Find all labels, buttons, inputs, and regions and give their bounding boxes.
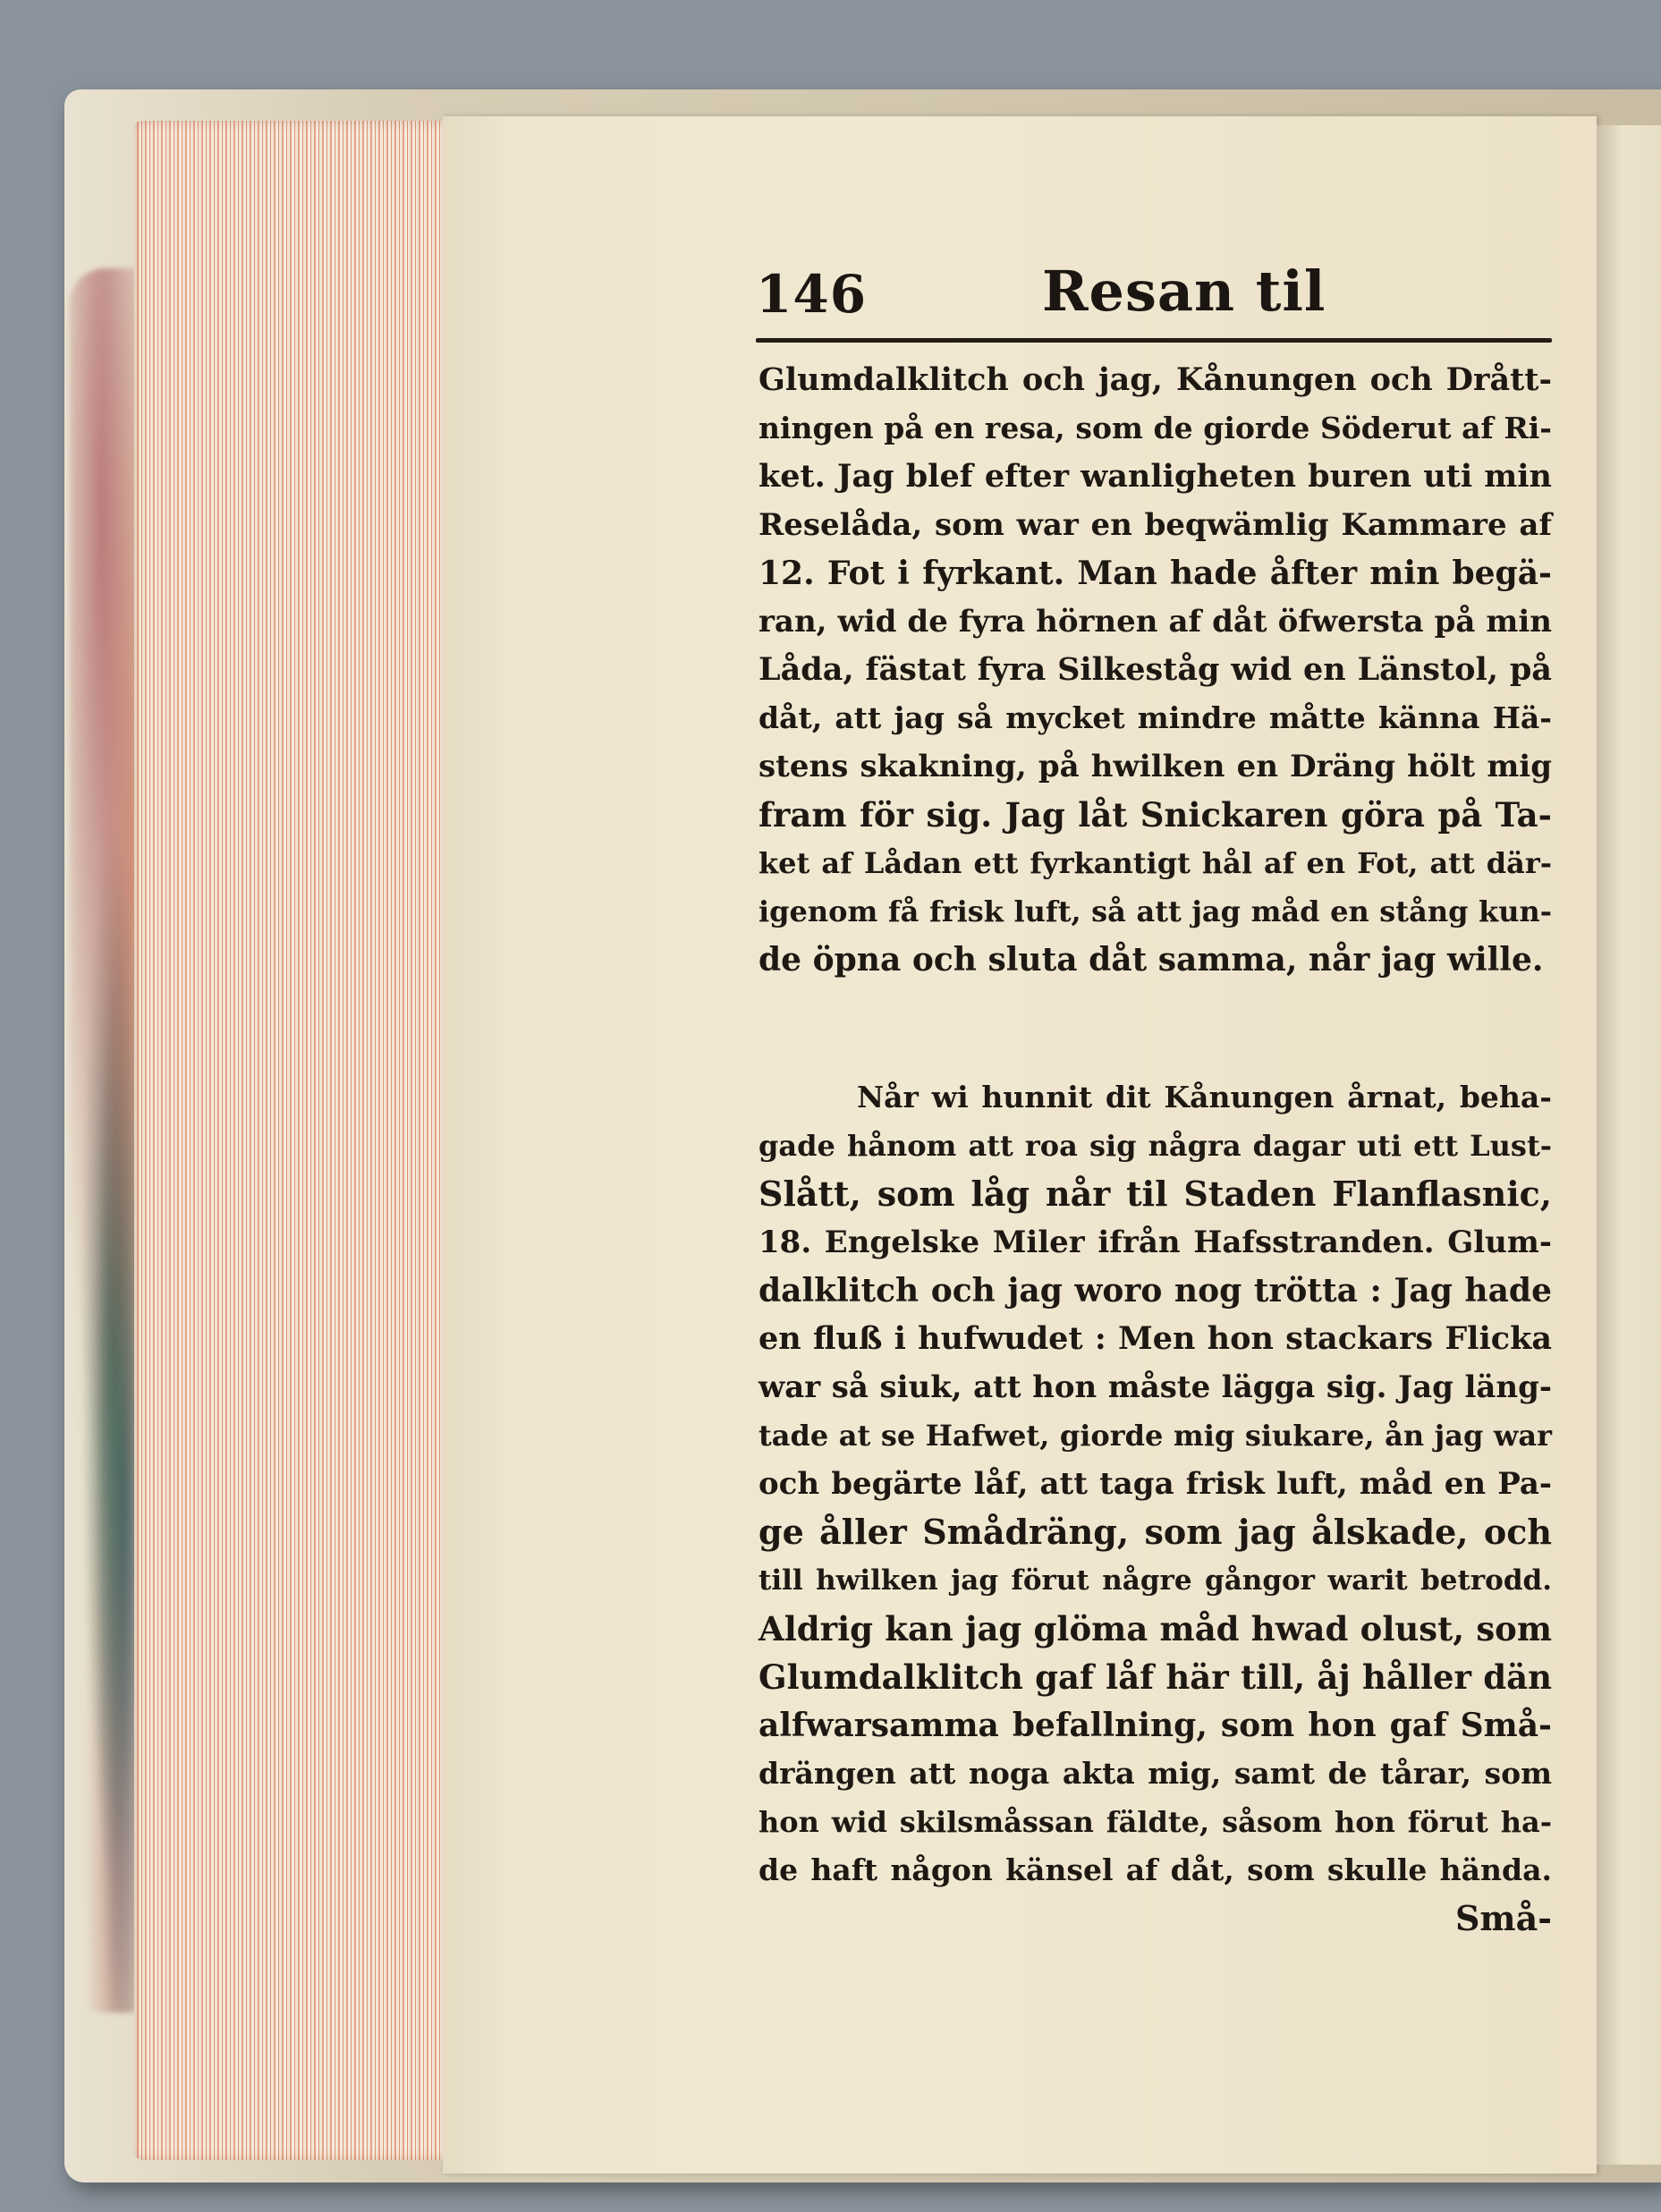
text-line: tade at se Hafwet, giorde mig siukare, ån jag war	[758, 1419, 1552, 1453]
text-line: Reselåda, som war en beqwämlig Kammare af	[758, 507, 1552, 543]
page-edges	[134, 121, 456, 2160]
text-line: Når wi hunnit dit Kånungen årnat, beha-	[857, 1080, 1552, 1114]
text-line: de öpna och sluta dåt samma, når jag wille.	[758, 941, 1544, 979]
text-line: en fluß i hufwudet : Men hon stackars Flicka	[758, 1320, 1552, 1357]
text-line: gade hånom att roa sig några dagar uti ett Lust-	[758, 1129, 1552, 1163]
text-line: och begärte låf, att taga frisk luft, måd en Pa-	[758, 1466, 1552, 1502]
text-line: till hwilken jag förut någre gångor warit betrodd.	[758, 1564, 1552, 1597]
text-line: 12. Fot i fyrkant. Man hade åfter min begä-	[758, 555, 1552, 592]
text-line: hon wid skilsmåssan fäldte, såsom hon förut ha-	[758, 1805, 1552, 1839]
text-line: Låda, fästat fyra Silkeståg wid en Länstol, på	[758, 651, 1552, 688]
text-line: war så siuk, att hon måste lägga sig. Jag läng-	[758, 1369, 1552, 1405]
text-line: alfwarsamma befallning, som hon gaf Små-	[758, 1707, 1552, 1744]
text-block	[758, 356, 1552, 1943]
text-line: ket. Jag blef efter wanligheten buren uti min	[758, 458, 1552, 495]
facing-page-edge	[1597, 125, 1661, 2165]
text-line: ningen på en resa, som de giorde Söderut af Ri-	[758, 411, 1552, 445]
text-line: drängen att noga akta mig, samt de tårar, som	[758, 1756, 1552, 1791]
text-line: stens skakning, på hwilken en Dräng hölt mig	[758, 749, 1552, 784]
text-line: ket af Lådan ett fyrkantigt hål af en Fot, att där-	[758, 846, 1552, 880]
header-rule	[756, 338, 1552, 343]
text-line: 18. Engelske Miler ifrån Hafsstranden. Glum-	[758, 1225, 1552, 1260]
text-line: Glumdalklitch gaf låf här till, åj håller dän	[758, 1657, 1552, 1697]
text-line: fram för sig. Jag låt Snickaren göra på Ta-	[758, 795, 1552, 835]
paragraph-1	[758, 356, 1552, 984]
text-line: dalklitch och jag woro nog trötta : Jag hade	[758, 1272, 1552, 1309]
paragraph-gap	[758, 984, 1552, 1073]
text-line: ran, wid de fyra hörnen af dåt öfwersta på min	[758, 604, 1552, 640]
running-head	[756, 258, 1552, 335]
text-line: de haft någon känsel af dåt, som skulle hända.	[758, 1852, 1552, 1887]
text-line: Glumdalklitch och jag, Kånungen och Drått-	[758, 361, 1552, 398]
text-line: ge åller Smådräng, som jag ålskade, och	[758, 1512, 1552, 1552]
page-number: 146	[756, 264, 868, 325]
text-line: Aldrig kan jag glöma måd hwad olust, som	[758, 1609, 1552, 1648]
paragraph-2	[758, 1073, 1552, 1894]
catchword: Små-	[1454, 1898, 1552, 1938]
text-line: dåt, att jag så mycket mindre måtte känna Hä-	[758, 700, 1552, 735]
text-line: igenom få frisk luft, så att jag måd en stång kun-	[758, 894, 1552, 928]
running-title: Resan til	[1042, 258, 1326, 324]
text-line: Slått, som låg når til Staden Flanflasnic,	[758, 1174, 1552, 1214]
